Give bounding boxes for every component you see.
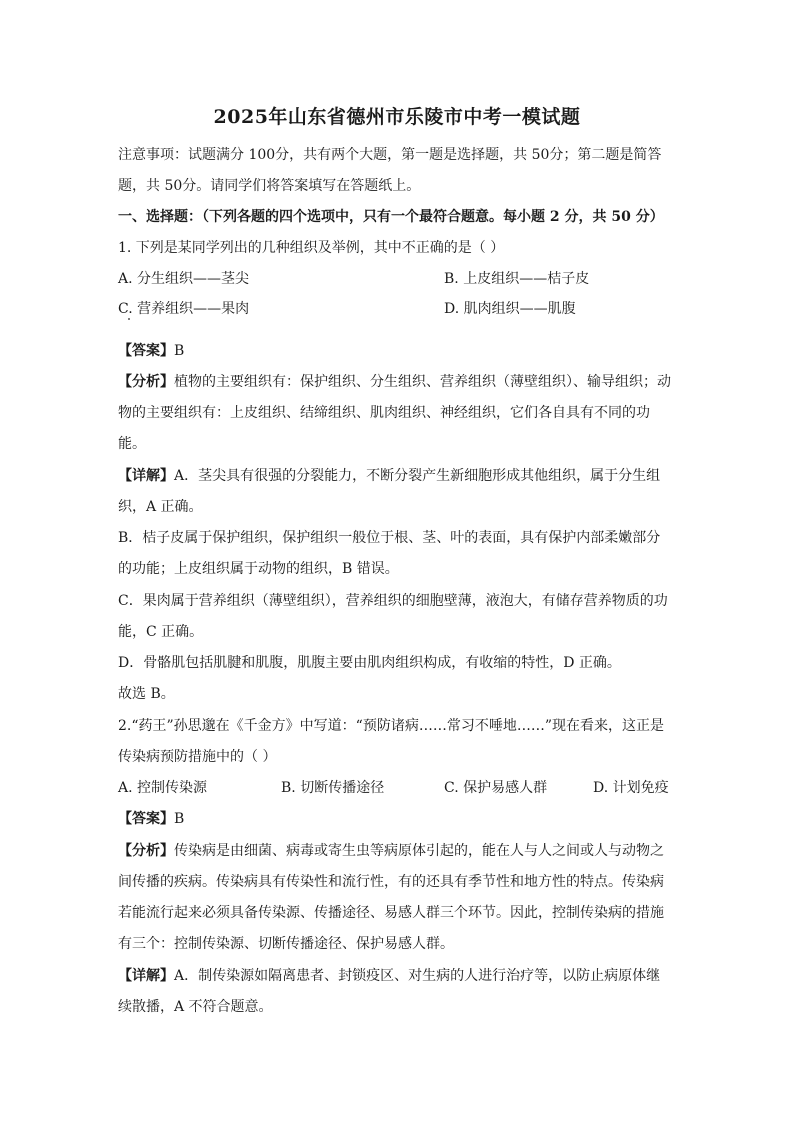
- q1-detail-line-4: 的功能；上皮组织属于动物的组织，B 错误。: [118, 561, 399, 577]
- q2-detail-line-2: 续散播，A 不符合题意。: [118, 999, 273, 1015]
- q1-option-c: C. 营养组织——果肉: [118, 301, 250, 317]
- q1-option-d: D. 肌肉组织——肌腹: [444, 301, 576, 317]
- q1-detail-line-1: [118, 466, 660, 486]
- q2-analysis-line-4: 有三个：控制传染源、切断传播途径、保护易感人群。: [118, 936, 454, 952]
- q1-detail-line-8: 故选 B。: [118, 686, 175, 702]
- q1-option-a: A. 分生组织——茎尖: [118, 271, 250, 287]
- q2-answer: [118, 809, 184, 829]
- analysis-text: 植物的主要组织有：保护组织、分生组织、营养组织（薄壁组织）、输导组织；动: [174, 374, 671, 390]
- q2-analysis-line-1: [118, 841, 664, 861]
- q2-analysis-line-2: 间传播的疾病。传染病具有传染性和流行性，有的还具有季节性和地方性的特点。传染病: [118, 874, 664, 890]
- q1-answer: [118, 341, 184, 361]
- detail-text: A．茎尖具有很强的分裂能力，不断分裂产生新细胞形成其他组织，属于分生组: [174, 468, 661, 484]
- q2-option-c: C. 保护易感人群: [444, 780, 548, 796]
- q2-option-b: B. 切断传播途径: [281, 780, 385, 796]
- q1-analysis-line-1: [118, 372, 671, 392]
- detail-text: A．制传染源如隔离患者、封锁疫区、对生病的人进行治疗等，以防止病原体继: [174, 968, 661, 984]
- section-heading: 一、选择题：（下列各题的四个选项中，只有一个最符合题意。每小题 2 分，共 50 分）: [118, 209, 664, 225]
- notice-line-2: 题，共 50分。请同学们将答案填写在答题纸上。: [118, 178, 421, 194]
- analysis-tag: 【分析】: [118, 374, 174, 390]
- q1-detail-line-6: 能，C 正确。: [118, 624, 204, 640]
- answer-value: B: [174, 811, 185, 827]
- analysis-text: 传染病是由细菌、病毒或寄生虫等病原体引起的，能在人与人之间或人与动物之: [174, 843, 664, 859]
- q1-detail-line-5: C．果肉属于营养组织（薄壁组织），营养组织的细胞壁薄，液泡大，有储存营养物质的功: [118, 593, 668, 609]
- q1-analysis-line-2: 物的主要组织有：上皮组织、结缔组织、肌肉组织、神经组织，它们各自具有不同的功: [118, 405, 650, 421]
- q1-detail-line-7: D．骨骼肌包括肌腱和肌腹，肌腹主要由肌肉组织构成，有收缩的特性，D 正确。: [118, 655, 621, 671]
- q2-option-a: A. 控制传染源: [118, 780, 208, 796]
- q1-stem: 1. 下列是某同学列出的几种组织及举例，其中不正确的是（ ）: [118, 240, 505, 256]
- answer-value: B: [174, 343, 185, 359]
- detail-tag: 【详解】: [118, 968, 174, 984]
- detail-tag: 【详解】: [118, 468, 174, 484]
- q2-detail-line-1: [118, 966, 660, 986]
- q1-option-b: B. 上皮组织——桔子皮: [444, 271, 590, 287]
- analysis-tag: 【分析】: [118, 843, 174, 859]
- answer-tag: 【答案】: [118, 343, 174, 359]
- stray-dot: [128, 318, 130, 320]
- q2-stem-line-2: 传染病预防措施中的（ ）: [118, 749, 277, 765]
- q2-analysis-line-3: 若能流行起来必须具备传染源、传播途径、易感人群三个环节。因此，控制传染病的措施: [118, 905, 664, 921]
- notice-line-1: 注意事项：试题满分 100分，共有两个大题，第一题是选择题，共 50分；第二题是简答: [118, 147, 662, 163]
- answer-tag: 【答案】: [118, 811, 174, 827]
- page-title: 2025年山东省德州市乐陵市中考一模试题: [213, 106, 581, 128]
- q1-analysis-line-3: 能。: [118, 436, 146, 452]
- q1-detail-line-2: 织，A 正确。: [118, 499, 203, 515]
- q2-stem-line-1: 2.“药王”孙思邈在《千金方》中写道：“预防诸病……常习不唾地……”现在看来，这正是: [118, 718, 664, 734]
- q2-option-d: D. 计划免疫: [593, 780, 669, 796]
- q1-detail-line-3: B．桔子皮属于保护组织，保护组织一般位于根、茎、叶的表面，具有保护内部柔嫩部分: [118, 530, 661, 546]
